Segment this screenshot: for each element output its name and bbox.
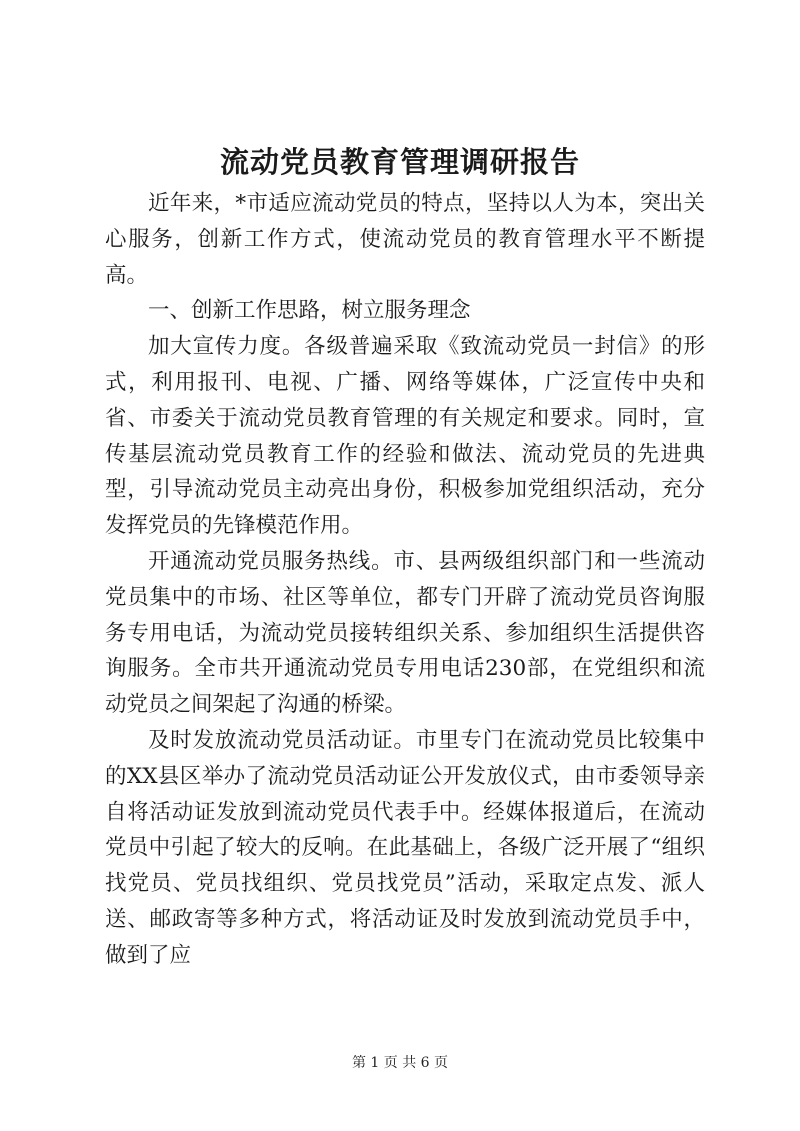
page-footer: 第 1 页 共 6 页 xyxy=(351,1055,449,1071)
paragraph-activity-card: 及时发放流动党员活动证。市里专门在流动党员比较集中的XX县区举办了流动党员活动证公开发放仪式，由市委领导亲自将活动证发放到流动党员代表手中。经媒体报道后，在流动党员中引起了较大的反响。在此基础上，各级广泛开展了“组织找党员、党员找组织、党员找党员”活动，采取定点发、派人送、邮政寄等多种方式，将活动证及时发放到流动党员手中，做到了应 xyxy=(105,727,705,968)
paragraph-publicity: 加大宣传力度。各级普遍采取《致流动党员一封信》的形式，利用报刊、电视、广播、网络等媒体，广泛宣传中央和省、市委关于流动党员教育管理的有关规定和要求。同时，宣传基层流动党员教育工作的经验和做法、流动党员的先进典型，引导流动党员主动亮出身份，积极参加党组织活动，充分发挥党员的先锋模范作用。 xyxy=(105,334,705,539)
section-heading: 一、创新工作思路，树立服务理念 xyxy=(148,298,471,324)
document-body xyxy=(105,186,705,974)
document-title: 流动党员教育管理调研报告 xyxy=(219,145,580,179)
paragraph-hotline: 开通流动党员服务热线。市、县两级组织部门和一些流动党员集中的市场、社区等单位，都专门开辟了流动党员咨询服务专用电话，为流动党员接转组织关系、参加组织生活提供咨询服务。全市共开通流动党员专用电话230部，在党组织和流动党员之间架起了沟通的桥梁。 xyxy=(105,548,705,718)
paragraph-intro: 近年来，*市适应流动党员的特点，坚持以人为本，突出关心服务，创新工作方式，使流动党员的教育管理水平不断提高。 xyxy=(105,191,705,288)
